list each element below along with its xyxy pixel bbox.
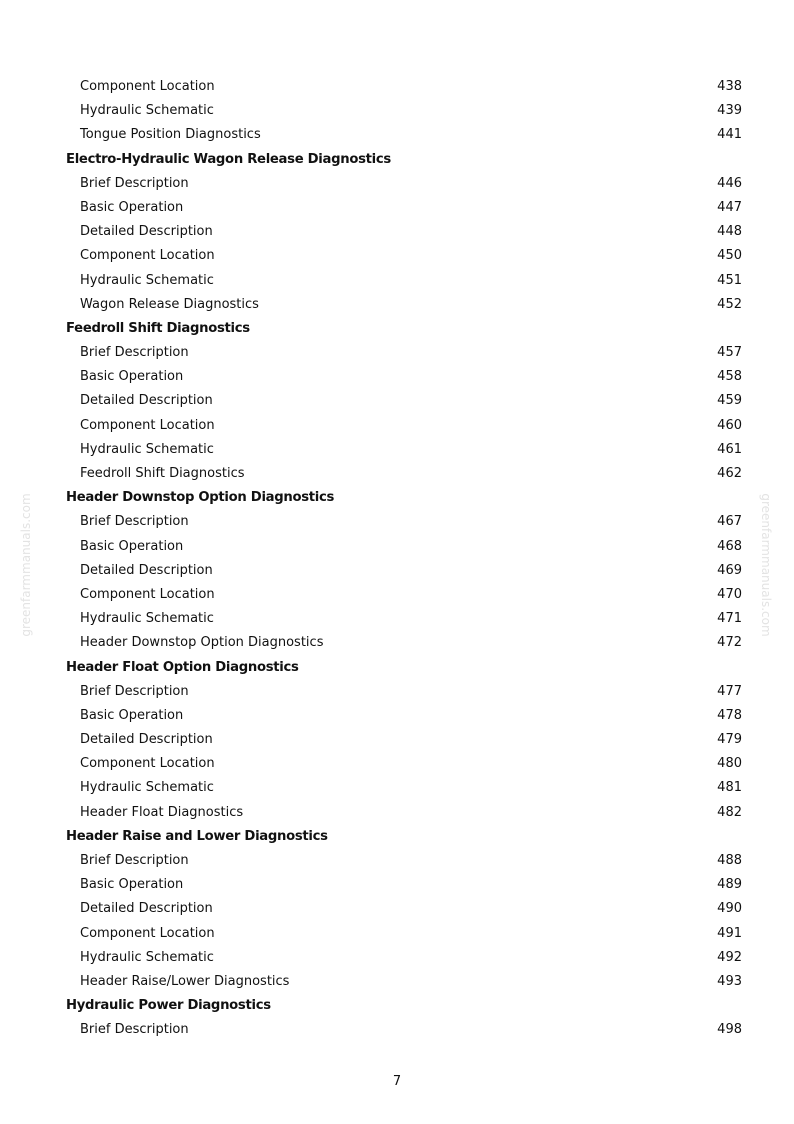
entry-page-number: 490: [717, 901, 742, 917]
entry-page-number: 448: [717, 224, 742, 240]
entry-label: Basic Operation: [80, 199, 184, 215]
entry-label: Feedroll Shift Diagnostics: [80, 466, 245, 481]
entry-page-number: 471: [717, 611, 742, 627]
toc-entry[interactable]: [0, 270, 794, 294]
toc-entry[interactable]: [0, 947, 794, 971]
entry-label: Detailed Description: [80, 393, 213, 409]
entry-page-number: 441: [717, 127, 742, 143]
toc-entry[interactable]: [0, 729, 794, 753]
page-number: 7: [392, 1074, 402, 1089]
toc-entry[interactable]: [0, 802, 794, 826]
table-of-contents: [0, 76, 794, 1044]
entry-label: Header Downstop Option Diagnostics: [80, 635, 324, 651]
entry-label: Component Location: [80, 925, 215, 941]
toc-entry[interactable]: [0, 971, 794, 995]
toc-entry[interactable]: [0, 463, 794, 487]
entry-page-number: 478: [717, 707, 742, 723]
entry-label: Detailed Description: [80, 224, 213, 240]
section-title: Hydraulic Power Diagnostics: [66, 998, 271, 1014]
entry-label: Hydraulic Schematic: [80, 611, 214, 627]
toc-entry[interactable]: [0, 753, 794, 777]
toc-entry[interactable]: [0, 536, 794, 560]
toc-entry[interactable]: [0, 511, 794, 535]
toc-entry[interactable]: [0, 294, 794, 318]
toc-entry[interactable]: [0, 366, 794, 390]
toc-section-heading: [0, 826, 794, 850]
section-title: Electro-Hydraulic Wagon Release Diagnostics: [66, 151, 391, 167]
toc-entry[interactable]: [0, 415, 794, 439]
toc-entry[interactable]: [0, 632, 794, 656]
toc-entry[interactable]: [0, 100, 794, 124]
entry-page-number: 481: [717, 780, 742, 796]
entry-label: Hydraulic Schematic: [80, 949, 214, 965]
entry-label: Wagon Release Diagnostics: [80, 296, 259, 312]
toc-entry[interactable]: [0, 245, 794, 269]
toc-entry[interactable]: [0, 197, 794, 221]
toc-entry[interactable]: [0, 777, 794, 801]
entry-page-number: 477: [717, 683, 742, 699]
entry-label: Basic Operation: [80, 707, 184, 723]
toc-entry[interactable]: [0, 76, 794, 100]
toc-entry[interactable]: [0, 173, 794, 197]
toc-section-heading: [0, 149, 794, 173]
entry-label: Brief Description: [80, 345, 189, 361]
toc-entry[interactable]: [0, 342, 794, 366]
entry-page-number: 461: [717, 441, 742, 457]
section-title: Header Float Option Diagnostics: [66, 659, 299, 675]
entry-label: Component Location: [80, 417, 215, 433]
entry-page-number: 468: [717, 538, 742, 554]
entry-page-number: 438: [717, 79, 742, 94]
entry-page-number: 452: [717, 296, 742, 312]
entry-label: Component Location: [80, 756, 215, 772]
toc-entry[interactable]: [0, 705, 794, 729]
watermark-left: greenfarmmanuals.com: [19, 493, 33, 637]
toc-entry[interactable]: [0, 584, 794, 608]
entry-label: Detailed Description: [80, 732, 213, 748]
entry-label: Header Raise/Lower Diagnostics: [80, 973, 290, 989]
section-title: Header Downstop Option Diagnostics: [66, 490, 335, 506]
toc-entry[interactable]: [0, 681, 794, 705]
toc-entry[interactable]: [0, 608, 794, 632]
entry-page-number: 446: [717, 175, 742, 191]
entry-page-number: 462: [717, 466, 742, 481]
entry-page-number: 498: [717, 1022, 742, 1038]
entry-page-number: 439: [717, 103, 742, 119]
entry-page-number: 450: [717, 248, 742, 264]
toc-entry[interactable]: [0, 221, 794, 245]
entry-label: Header Float Diagnostics: [80, 804, 244, 820]
entry-label: Component Location: [80, 248, 215, 264]
entry-label: Basic Operation: [80, 538, 184, 554]
entry-page-number: 488: [717, 853, 742, 868]
toc-section-heading: [0, 318, 794, 342]
toc-entry[interactable]: [0, 923, 794, 947]
toc-section-heading: [0, 657, 794, 681]
section-title: Feedroll Shift Diagnostics: [66, 320, 250, 336]
entry-page-number: 469: [717, 562, 742, 578]
entry-page-number: 489: [717, 877, 742, 893]
entry-label: Brief Description: [80, 175, 189, 191]
entry-page-number: 457: [717, 345, 742, 361]
entry-label: Detailed Description: [80, 901, 213, 917]
entry-label: Hydraulic Schematic: [80, 103, 214, 119]
entry-label: Hydraulic Schematic: [80, 780, 214, 796]
entry-label: Tongue Position Diagnostics: [80, 127, 261, 143]
toc-section-heading: [0, 995, 794, 1019]
entry-page-number: 480: [717, 756, 742, 772]
entry-label: Brief Description: [80, 683, 189, 699]
entry-page-number: 482: [717, 804, 742, 820]
entry-page-number: 467: [717, 514, 742, 530]
section-title: Header Raise and Lower Diagnostics: [66, 828, 328, 844]
entry-page-number: 459: [717, 393, 742, 409]
entry-label: Component Location: [80, 79, 215, 94]
entry-label: Brief Description: [80, 514, 189, 530]
entry-label: Brief Description: [80, 1022, 189, 1038]
entry-label: Hydraulic Schematic: [80, 272, 214, 288]
toc-entry[interactable]: [0, 1019, 794, 1043]
entry-label: Brief Description: [80, 853, 189, 868]
entry-page-number: 472: [717, 635, 742, 651]
toc-entry[interactable]: [0, 898, 794, 922]
entry-page-number: 458: [717, 369, 742, 385]
entry-page-number: 493: [717, 973, 742, 989]
toc-entry[interactable]: [0, 439, 794, 463]
toc-section-heading: [0, 487, 794, 511]
entry-page-number: 491: [717, 925, 742, 941]
entry-label: Basic Operation: [80, 877, 184, 893]
entry-label: Component Location: [80, 586, 215, 602]
entry-label: Hydraulic Schematic: [80, 441, 214, 457]
entry-page-number: 470: [717, 586, 742, 602]
entry-page-number: 460: [717, 417, 742, 433]
entry-label: Basic Operation: [80, 369, 184, 385]
entry-label: Detailed Description: [80, 562, 213, 578]
entry-page-number: 447: [717, 199, 742, 215]
toc-entry[interactable]: [0, 124, 794, 148]
toc-entry[interactable]: [0, 850, 794, 874]
toc-entry[interactable]: [0, 560, 794, 584]
watermark-right: greenfarmmanuals.com: [759, 493, 773, 637]
entry-page-number: 451: [717, 272, 742, 288]
toc-entry[interactable]: [0, 874, 794, 898]
entry-page-number: 492: [717, 949, 742, 965]
toc-entry[interactable]: [0, 390, 794, 414]
entry-page-number: 479: [717, 732, 742, 748]
